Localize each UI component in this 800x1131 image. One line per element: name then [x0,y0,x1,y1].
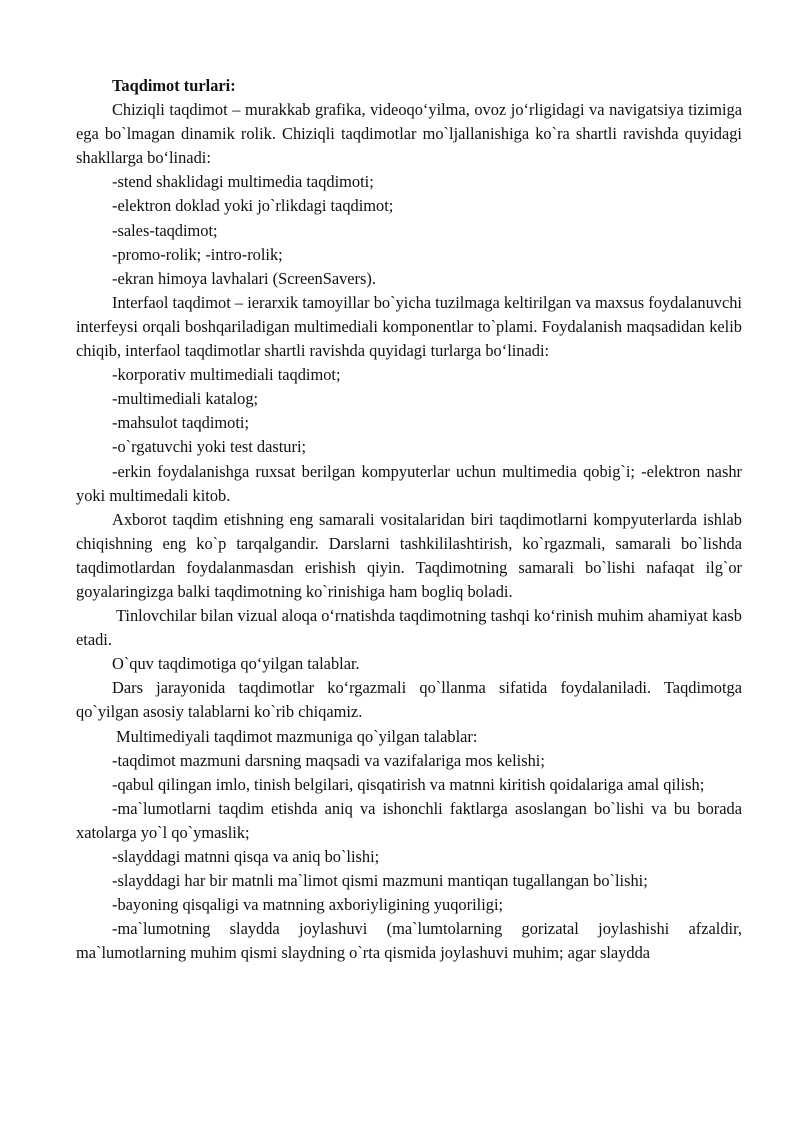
list-item: -taqdimot mazmuni darsning maqsadi va vazifalariga mos kelishi; [112,750,545,770]
list-item: -elektron doklad yoki jo`rlikdagi taqdimot; [112,196,394,216]
list-item: -korporativ multimediali taqdimot; [112,365,341,385]
list-item: -ma`lumotlarni taqdim etishda aniq va ishonchli faktlarga asoslangan bo`lishi va bu borada xatolarga yo`l qo`ymaslik; [76,798,742,842]
list-item: -o`rgatuvchi yoki test dasturi; [112,437,307,457]
document-page [76,74,742,965]
paragraph-linear-presentation: Chiziqli taqdimot – murakkab grafika, videoqo‘yilma, ovoz jo‘rligidagi va navigatsiya tizimiga ega bo`lmagan dinamik rolik. Chiziqli taqdimotlar mo`ljallanishiga ko`ra shartli ravishda quyidagi shakllarga bo‘linadi: [76,100,742,168]
list-item: -sales-taqdimot; [112,220,218,240]
paragraph-interactive-presentation: Interfaol taqdimot – ierarxik tamoyillar bo`yicha tuzilmaga keltirilgan va maxsus foydalanuvchi interfeysi orqali boshqariladigan multimediali komponentlar to`plami. Foydalanish maqsadidan kelib chiqib, interfaol taqdimotlar shartli ravishda quyidagi turlarga bo‘linadi: [76,292,742,361]
paragraph-lesson-process: Dars jarayonida taqdimotlar ko‘rgazmali qo`llanma sifatida foydalaniladi. Taqdimotga qo`yilgan asosiy talablarni ko`rib chiqamiz. [76,678,742,722]
list-item: -multimediali katalog; [112,389,259,409]
paragraph-info-presentation: Axborot taqdim etishning eng samarali vositalaridan biri taqdimotlarni kompyuterlarda ishlab chiqishning eng ko`p tarqalgandir. Darslarni tashkililashtirish, ko`rgazmali, samarali bo`lishda taqdimotlardan foydalanmasdan erishish qiyin. Taqdimotning samarali bo`lishi nafaqat ilg`or goyalaringizga balki taqdimotning ko`rinishiga ham bogliq boladi. [76,509,742,601]
list-item: -stend shaklidagi multimedia taqdimoti; [112,172,374,192]
list-item: -slayddagi har bir matnli ma`limot qismi mazmuni mantiqan tugallangan bo`lishi; [112,871,648,891]
list-item: -bayoning qisqaligi va matnning axboriyligining yuqoriligi; [112,895,504,915]
list-item: -erkin foydalanishga ruxsat berilgan kompyuterlar uchun multimedia qobig`i; -elektron nashr yoki multimedali kitob. [76,461,742,505]
list-item: -ekran himoya lavhalari (ScreenSavers). [112,268,376,288]
paragraph-visual-contact: Tinlovchilar bilan vizual aloqa o‘rnatishda taqdimotning tashqi ko‘rinish muhim ahamiyat kasb etadi. [76,606,742,650]
subheading-content-requirements: Multimediyali taqdimot mazmuniga qo`yilgan talablar: [116,726,478,746]
list-item: -qabul qilingan imlo, tinish belgilari, qisqatirish va matnni kiritish qoidalariga amal qilish; [112,774,705,794]
section-heading: Taqdimot turlari: [112,76,236,95]
list-item: -ma`lumotning slaydda joylashuvi (ma`lumtolarning gorizatal joylashishi afzaldir, ma`lumotlarning muhim qismi slaydning o`rta qismida joylashuvi muhim; agar slaydda [76,919,742,963]
list-item: -mahsulot taqdimoti; [112,413,250,433]
list-item: -promo-rolik; -intro-rolik; [112,244,283,264]
subheading-requirements: O`quv taqdimotiga qo‘yilgan talablar. [112,654,360,674]
list-item: -slayddagi matnni qisqa va aniq bo`lishi; [112,847,380,866]
